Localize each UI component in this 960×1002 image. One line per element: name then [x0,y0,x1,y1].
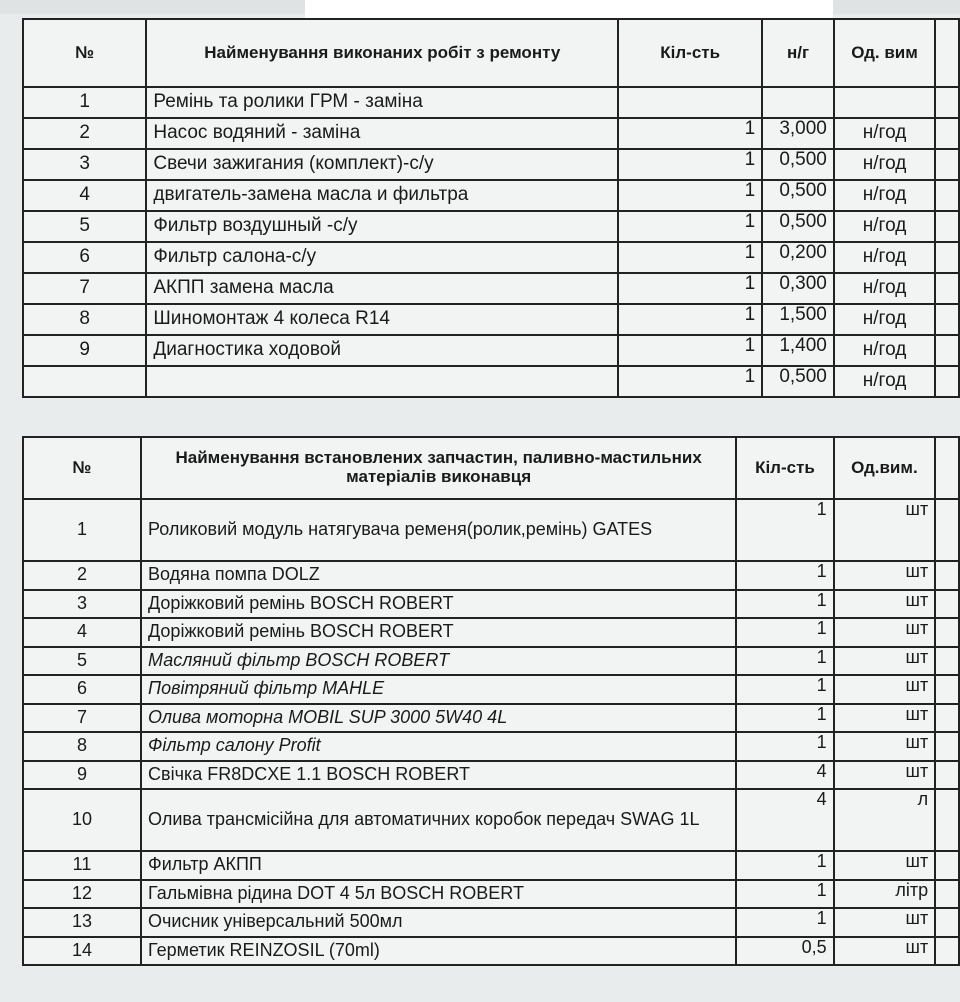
work-extra-cell [935,87,959,118]
row-number: 2 [23,118,146,149]
work-extra-cell [935,118,959,149]
work-norm-hours: 0,500 [762,149,834,180]
table-row [23,937,959,966]
part-qty: 1 [736,561,833,590]
part-unit: шт [834,561,936,590]
parts-col-name: Найменування встановлених запчастин, паливно-мастильних матеріалів виконавця [141,437,736,499]
part-name: Доріжковий ремінь BOSCH ROBERT [141,590,736,619]
part-name: Герметик REINZOSIL (70ml) [141,937,736,966]
works-col-unit: Од. вим [834,19,935,87]
part-qty: 1 [736,880,833,909]
part-extra-cell [935,499,959,561]
table-row [23,180,959,211]
row-number: 11 [23,851,141,880]
part-extra-cell [935,761,959,790]
work-extra-cell [935,273,959,304]
work-qty: 1 [618,242,762,273]
work-unit: н/год [834,118,935,149]
row-number: 4 [23,618,141,647]
row-number: 2 [23,561,141,590]
work-name: Ремінь та ролики ГРМ - заміна [146,87,618,118]
part-name: Гальмівна рідина DOT 4 5л BOSCH ROBERT [141,880,736,909]
part-unit: шт [834,851,936,880]
table-row [23,880,959,909]
row-number: 5 [23,211,146,242]
work-name: Шиномонтаж 4 колеса R14 [146,304,618,335]
part-extra-cell [935,789,959,851]
part-qty: 1 [736,499,833,561]
work-name: Фильтр воздушный -с/у [146,211,618,242]
table-row [23,647,959,676]
part-name: Фильтр АКПП [141,851,736,880]
works-col-qty: Кіл-сть [618,19,762,87]
part-qty: 1 [736,732,833,761]
row-number: 7 [23,704,141,733]
work-extra-cell [935,335,959,366]
part-unit: шт [834,590,936,619]
part-name: Олива моторна MOBIL SUP 3000 5W40 4L [141,704,736,733]
part-unit: шт [834,908,936,937]
part-extra-cell [935,937,959,966]
part-qty: 1 [736,675,833,704]
part-name: Масляний фільтр BOSCH ROBERT [141,647,736,676]
part-name: Доріжковий ремінь BOSCH ROBERT [141,618,736,647]
part-extra-cell [935,908,959,937]
works-col-extra [935,19,959,87]
part-qty: 0,5 [736,937,833,966]
table-row [23,242,959,273]
work-norm-hours: 0,300 [762,273,834,304]
part-extra-cell [935,732,959,761]
table-row [23,789,959,851]
parts-col-qty: Кіл-сть [736,437,833,499]
part-name: Повітряний фільтр MAHLE [141,675,736,704]
part-name: Роликовий модуль натягувача ременя(ролик,ремінь) GATES [141,499,736,561]
work-qty: 1 [618,366,762,397]
work-unit [834,87,935,118]
row-number: 7 [23,273,146,304]
part-qty: 1 [736,590,833,619]
work-extra-cell [935,242,959,273]
part-unit: л [834,789,936,851]
parts-col-extra [935,437,959,499]
part-unit: літр [834,880,936,909]
part-unit: шт [834,937,936,966]
works-col-name: Найменування виконаних робіт з ремонту [146,19,618,87]
row-number: 4 [23,180,146,211]
part-unit: шт [834,618,936,647]
work-norm-hours: 0,500 [762,366,834,397]
part-qty: 1 [736,704,833,733]
table-row [23,87,959,118]
part-qty: 4 [736,789,833,851]
work-unit: н/год [834,335,935,366]
part-extra-cell [935,880,959,909]
part-extra-cell [935,851,959,880]
part-unit: шт [834,675,936,704]
work-norm-hours: 0,500 [762,211,834,242]
parts-col-num: № [23,437,141,499]
part-qty: 1 [736,908,833,937]
work-name: Фильтр салона-с/у [146,242,618,273]
work-qty [618,87,762,118]
works-col-norm: н/г [762,19,834,87]
row-number: 1 [23,499,141,561]
part-name: Очисник універсальний 500мл [141,908,736,937]
table-row [23,499,959,561]
works-table [22,18,960,398]
parts-header-row [23,437,959,499]
table-row [23,561,959,590]
parts-col-unit: Од.вим. [834,437,936,499]
row-number [23,366,146,397]
row-number: 5 [23,647,141,676]
part-extra-cell [935,704,959,733]
work-norm-hours: 1,500 [762,304,834,335]
part-unit: шт [834,499,936,561]
work-extra-cell [935,304,959,335]
work-norm-hours: 3,000 [762,118,834,149]
work-extra-cell [935,366,959,397]
work-qty: 1 [618,149,762,180]
row-number: 1 [23,87,146,118]
part-qty: 4 [736,761,833,790]
row-number: 14 [23,937,141,966]
work-qty: 1 [618,304,762,335]
row-number: 3 [23,149,146,180]
part-extra-cell [935,590,959,619]
part-name: Водяна помпа DOLZ [141,561,736,590]
work-qty: 1 [618,180,762,211]
table-row [23,273,959,304]
part-unit: шт [834,732,936,761]
part-unit: шт [834,647,936,676]
part-qty: 1 [736,851,833,880]
table-row [23,335,959,366]
table-row [23,908,959,937]
work-norm-hours: 1,400 [762,335,834,366]
work-qty: 1 [618,118,762,149]
row-number: 6 [23,242,146,273]
work-qty: 1 [618,273,762,304]
work-unit: н/год [834,304,935,335]
table-row [23,211,959,242]
row-number: 6 [23,675,141,704]
row-number: 9 [23,761,141,790]
work-unit: н/год [834,273,935,304]
work-extra-cell [935,211,959,242]
row-number: 12 [23,880,141,909]
work-norm-hours: 0,200 [762,242,834,273]
work-unit: н/год [834,180,935,211]
row-number: 9 [23,335,146,366]
work-norm-hours [762,87,834,118]
work-name: АКПП замена масла [146,273,618,304]
part-name: Олива трансмісійна для автоматичних коробок передач SWAG 1L [141,789,736,851]
row-number: 8 [23,732,141,761]
part-unit: шт [834,761,936,790]
table-row [23,366,959,397]
part-extra-cell [935,647,959,676]
work-qty: 1 [618,211,762,242]
work-name: Свечи зажигания (комплект)-с/у [146,149,618,180]
part-extra-cell [935,618,959,647]
work-qty: 1 [618,335,762,366]
work-extra-cell [935,149,959,180]
part-name: Свічка FR8DCXE 1.1 BOSCH ROBERT [141,761,736,790]
table-row [23,851,959,880]
work-name [146,366,618,397]
part-qty: 1 [736,647,833,676]
work-norm-hours: 0,500 [762,180,834,211]
work-unit: н/год [834,211,935,242]
work-unit: н/год [834,149,935,180]
table-row [23,704,959,733]
part-qty: 1 [736,618,833,647]
work-unit: н/год [834,242,935,273]
table-row [23,149,959,180]
works-header-row [23,19,959,87]
row-number: 8 [23,304,146,335]
table-row [23,675,959,704]
row-number: 13 [23,908,141,937]
table-row [23,590,959,619]
works-col-num: № [23,19,146,87]
table-row [23,304,959,335]
parts-table [22,436,960,966]
work-unit: н/год [834,366,935,397]
table-row [23,118,959,149]
table-row [23,761,959,790]
row-number: 3 [23,590,141,619]
part-name: Фільтр салону Profit [141,732,736,761]
part-extra-cell [935,675,959,704]
table-row [23,732,959,761]
part-unit: шт [834,704,936,733]
work-name: двигатель-замена масла и фильтра [146,180,618,211]
work-name: Диагностика ходовой [146,335,618,366]
row-number: 10 [23,789,141,851]
work-name: Насос водяний - заміна [146,118,618,149]
table-row [23,618,959,647]
part-extra-cell [935,561,959,590]
work-extra-cell [935,180,959,211]
